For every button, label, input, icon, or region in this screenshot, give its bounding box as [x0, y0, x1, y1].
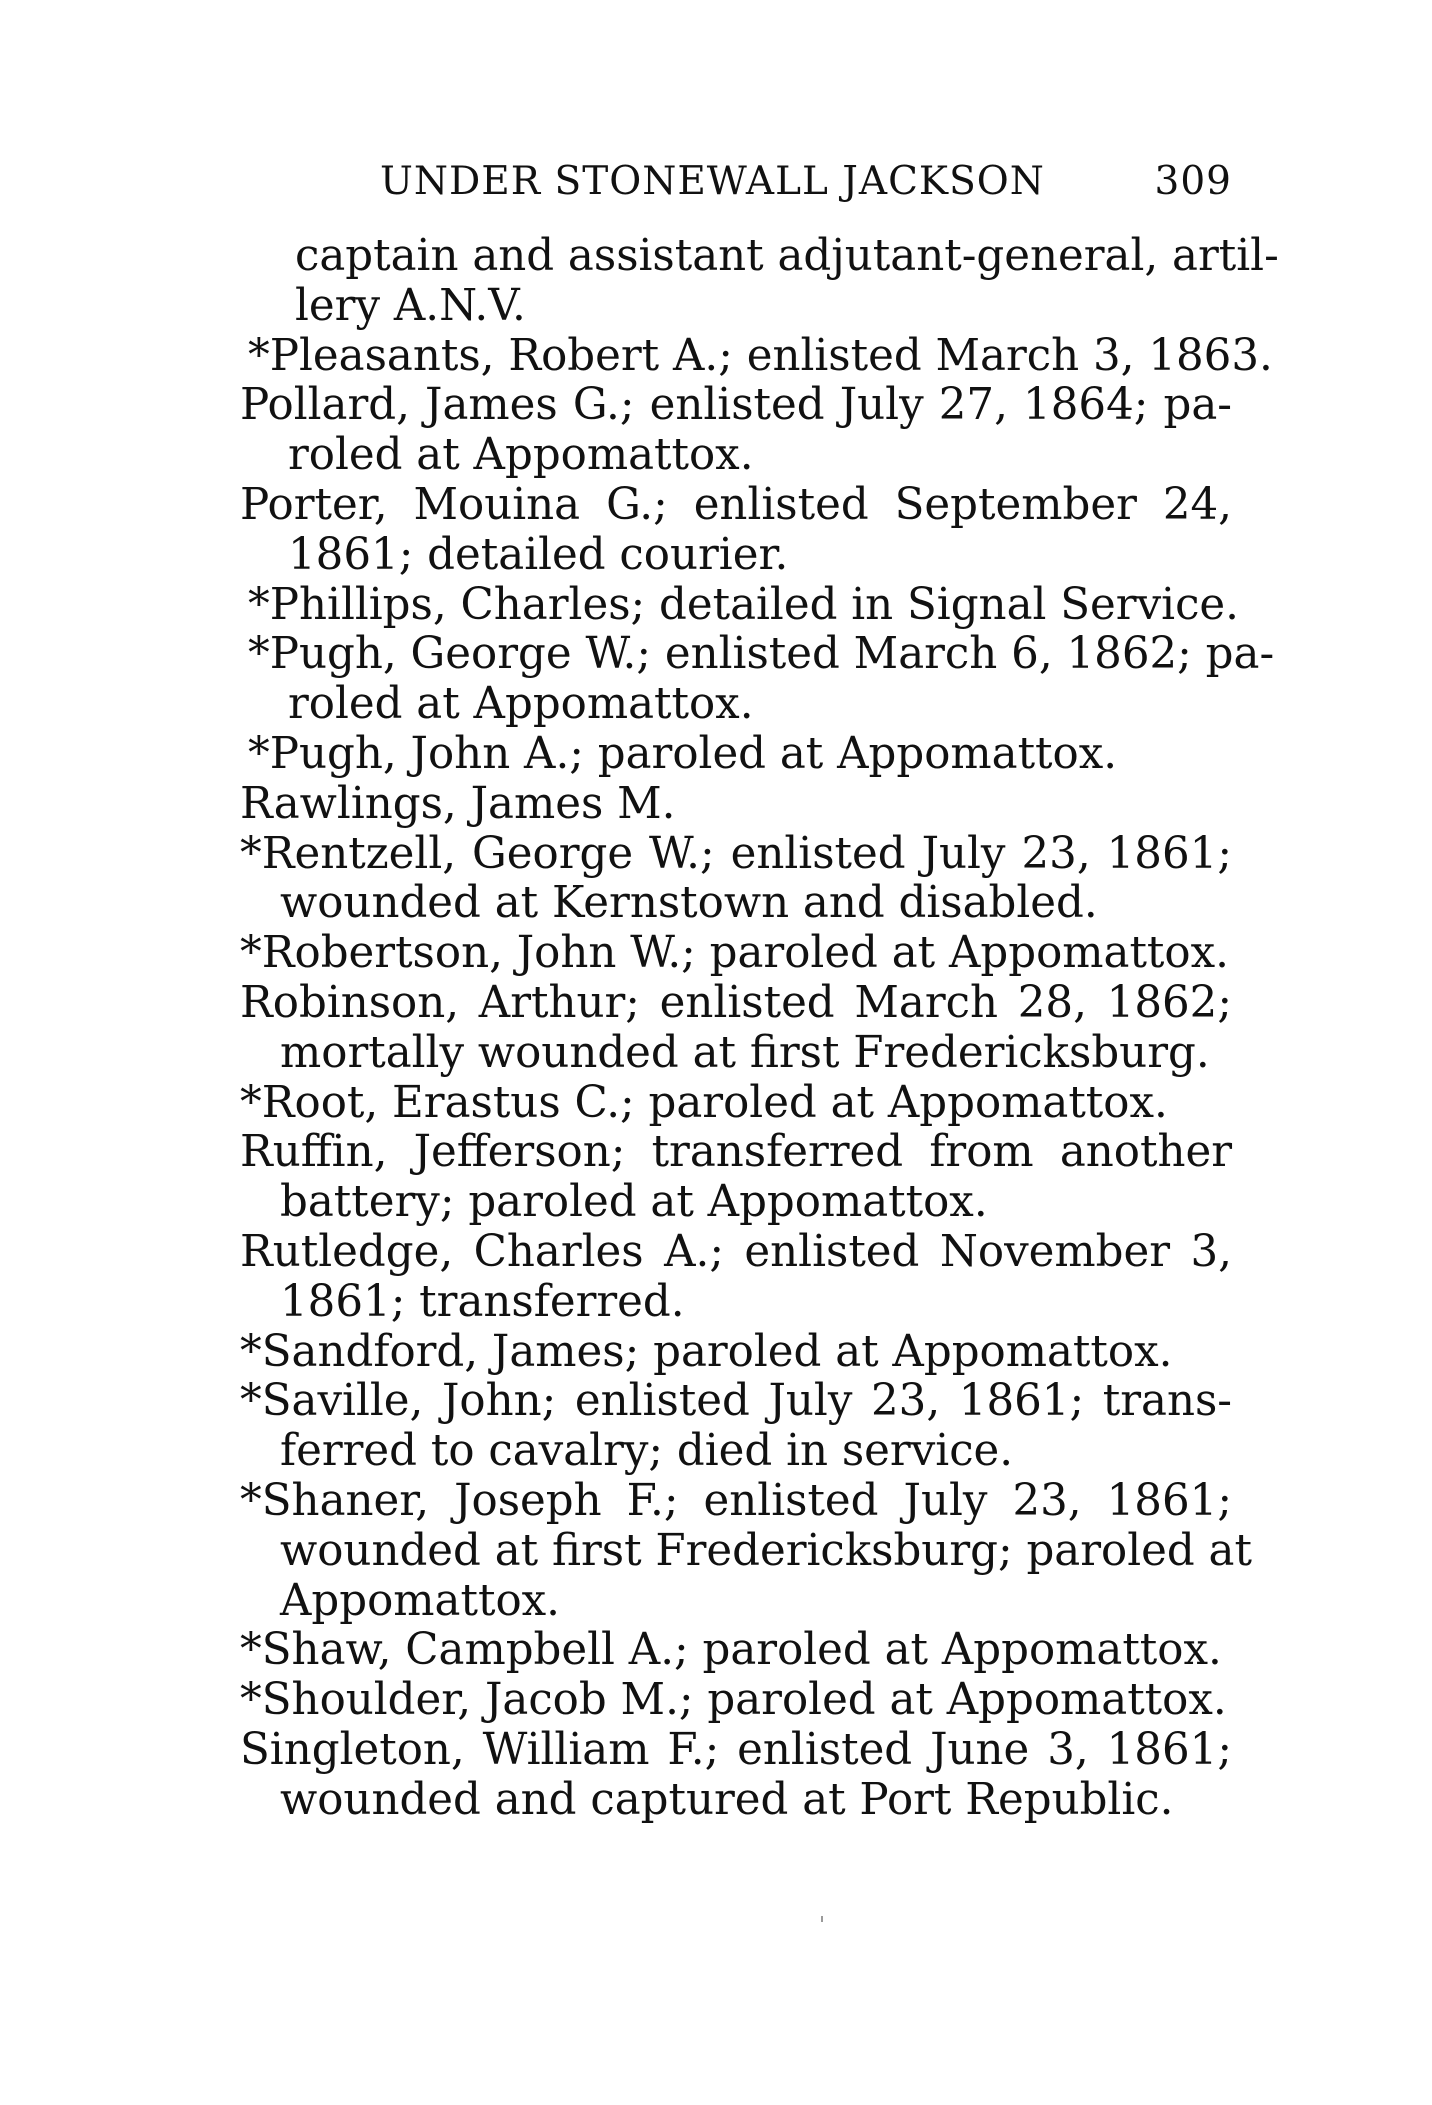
entry-line: *Pugh, John A.; paroled at Appomattox.: [248, 728, 1118, 779]
entry-line: Appomattox.: [280, 1575, 560, 1626]
entry-line: *Pugh, George W.; enlisted March 6, 1862; pa-: [248, 629, 1275, 680]
running-head: [380, 152, 1232, 212]
entry-line: Singleton, William F.; enlisted June 3, 1861;: [240, 1724, 1232, 1775]
entry-line: *Shoulder, Jacob M.; paroled at Appomattox.: [240, 1675, 1227, 1726]
entry-line: 1861; detailed courier.: [288, 529, 789, 580]
running-head-title: UNDER STONEWALL JACKSON: [380, 159, 1045, 204]
entry-line: *Pleasants, Robert A.; enlisted March 3, 1863.: [248, 330, 1273, 381]
entry-line: *Root, Erastus C.; paroled at Appomattox.: [240, 1077, 1168, 1128]
page-number: 309: [1154, 159, 1232, 204]
roster-text: [240, 231, 1279, 1826]
entry-line: Ruffin, Jefferson; transferred from another: [240, 1127, 1232, 1178]
entry-line: captain and assistant adjutant-general, artil-: [295, 231, 1279, 281]
entry-line: Pollard, James G.; enlisted July 27, 1864; pa-: [240, 380, 1232, 431]
entry-line: *Shaw, Campbell A.; paroled at Appomattox.: [240, 1625, 1222, 1676]
entry-line: *Sandford, James; paroled at Appomattox.: [240, 1326, 1173, 1377]
entry-line: mortally wounded at first Fredericksburg.: [280, 1027, 1210, 1078]
entry-line: wounded at first Fredericksburg; paroled at: [280, 1525, 1252, 1576]
entry-line: roled at Appomattox.: [288, 679, 754, 730]
entry-line: *Rentzell, George W.; enlisted July 23, 1861;: [240, 828, 1232, 879]
entry-line: *Robertson, John W.; paroled at Appomattox.: [240, 928, 1229, 979]
entry-line: *Phillips, Charles; detailed in Signal Service.: [248, 579, 1240, 630]
entry-line: 1861; transferred.: [280, 1276, 685, 1327]
entry-line: wounded at Kernstown and disabled.: [280, 878, 1098, 929]
entry-line: *Shaner, Joseph F.; enlisted July 23, 1861;: [240, 1475, 1232, 1526]
entry-line: Rutledge, Charles A.; enlisted November 3,: [240, 1226, 1232, 1277]
entry-line: Robinson, Arthur; enlisted March 28, 1862;: [240, 977, 1232, 1028]
entry-line: battery; paroled at Appomattox.: [280, 1177, 988, 1228]
entry-line: wounded and captured at Port Republic.: [280, 1774, 1174, 1825]
entry-line: roled at Appomattox.: [288, 430, 754, 481]
print-speck: [821, 1916, 823, 1922]
entry-line: Rawlings, James M.: [240, 778, 676, 829]
entry-line: *Saville, John; enlisted July 23, 1861; trans-: [240, 1376, 1232, 1427]
entry-line: Porter, Mouina G.; enlisted September 24,: [240, 479, 1232, 530]
entry-line: ferred to cavalry; died in service.: [280, 1426, 1014, 1477]
entry-line: lery A.N.V.: [295, 280, 526, 331]
